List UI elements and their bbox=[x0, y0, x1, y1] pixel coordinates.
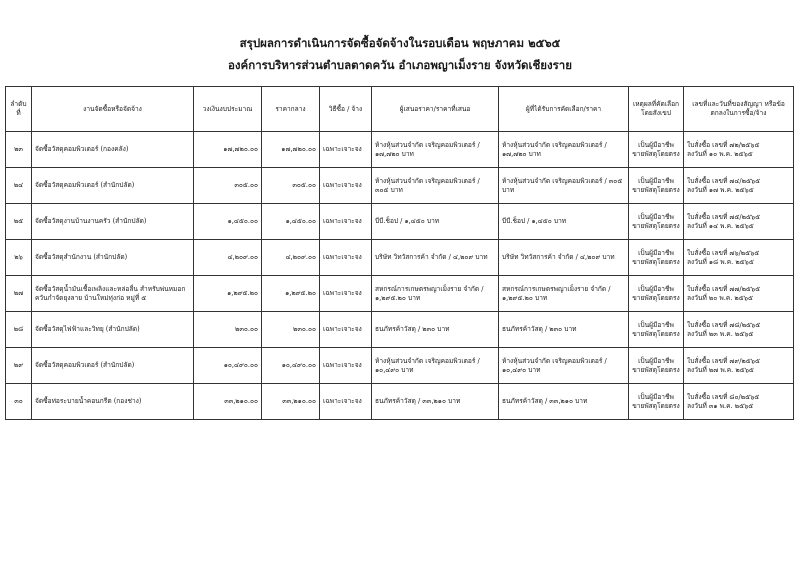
row-no: ๒๓ bbox=[6, 132, 32, 168]
row-method: เฉพาะเจาะจง bbox=[320, 168, 372, 204]
row-method: เฉพาะเจาะจง bbox=[320, 312, 372, 348]
row-contract bbox=[684, 384, 794, 420]
header-no: ลำดับที่ bbox=[6, 87, 32, 132]
row-bidder: ห้างหุ้นส่วนจำกัด เจริญคอมพิวเตอร์ / ๑๐,๔๙๐ บาท bbox=[372, 348, 499, 384]
row-mid-price: ๔,๒๐๙.๐๐ bbox=[262, 240, 320, 276]
row-no: ๒๗ bbox=[6, 276, 32, 312]
row-mid-price: ๓๓,๒๑๐.๐๐ bbox=[262, 384, 320, 420]
row-reason-line1: เป็นผู้มีอาชีพ bbox=[638, 248, 674, 257]
row-contract bbox=[684, 312, 794, 348]
row-contract-date: ลงวันที่ ๓๑ พ.ค. ๒๕๖๕ bbox=[687, 401, 754, 410]
row-reason-line2: ขายพัสดุโดยตรง bbox=[632, 257, 680, 266]
row-reason-line2: ขายพัสดุโดยตรง bbox=[632, 329, 680, 338]
row-contract-number: ใบสั่งซื้อ เลขที่ ๗๔/๒๕๖๕ bbox=[687, 176, 761, 185]
row-reason bbox=[629, 168, 684, 204]
table-row bbox=[6, 384, 794, 420]
row-reason-line1: เป็นผู้มีอาชีพ bbox=[638, 392, 674, 401]
row-contract-date: ลงวันที่ ๑๗ พ.ค. ๒๕๖๕ bbox=[687, 185, 754, 194]
row-reason-line2: ขายพัสดุโดยตรง bbox=[632, 401, 680, 410]
row-contract-number: ใบสั่งซื้อ เลขที่ ๗๗/๒๕๖๕ bbox=[687, 284, 761, 293]
row-no: ๒๔ bbox=[6, 168, 32, 204]
header-bidder: ผู้เสนอราคา/ราคาที่เสนอ bbox=[372, 87, 499, 132]
row-contract-date: ลงวันที่ ๒๐ พ.ค. ๒๕๖๕ bbox=[687, 293, 753, 302]
header-reason: เหตุผลที่คัดเลือก โดยสังเขป bbox=[629, 87, 684, 132]
row-reason-line2: ขายพัสดุโดยตรง bbox=[632, 185, 680, 194]
row-contract bbox=[684, 204, 794, 240]
row-bidder: ธนภัทรค้าวัสดุ / ๓๓,๒๑๐ บาท bbox=[372, 384, 499, 420]
row-budget: ๑๗,๗๒๐.๐๐ bbox=[194, 132, 262, 168]
row-contract-date: ลงวันที่ ๒๗ พ.ค. ๒๕๖๕ bbox=[687, 365, 754, 374]
row-contract-number: ใบสั่งซื้อ เลขที่ ๗๒/๒๕๖๕ bbox=[687, 140, 760, 149]
row-mid-price: ๑,๒๙๕.๒๐ bbox=[262, 276, 320, 312]
row-budget: ๒๓๐.๐๐ bbox=[194, 312, 262, 348]
row-reason bbox=[629, 204, 684, 240]
row-no: ๓๐ bbox=[6, 384, 32, 420]
row-item: จัดซื้อวัสดุไฟฟ้าและวิทยุ (สำนักปลัด) bbox=[32, 312, 194, 348]
row-bidder: ห้างหุ้นส่วนจำกัด เจริญคอมพิวเตอร์ / ๓๐๕ บาท bbox=[372, 168, 499, 204]
row-budget: ๓๓,๒๑๐.๐๐ bbox=[194, 384, 262, 420]
row-bidder: บริษัท วิทวัสการค้า จำกัด / ๔,๒๐๙ บาท bbox=[372, 240, 499, 276]
table-row bbox=[6, 312, 794, 348]
row-bidder: ธนภัทรค้าวัสดุ / ๒๓๐ บาท bbox=[372, 312, 499, 348]
table-row bbox=[6, 132, 794, 168]
row-contract-date: ลงวันที่ ๑๔ พ.ค. ๒๕๖๕ bbox=[687, 221, 754, 230]
row-mid-price: ๑๗,๗๒๐.๐๐ bbox=[262, 132, 320, 168]
row-contract bbox=[684, 132, 794, 168]
row-contract bbox=[684, 348, 794, 384]
row-contract-number: ใบสั่งซื้อ เลขที่ ๗๖/๒๕๖๕ bbox=[687, 248, 760, 257]
row-item: จัดซื้อวัสดุคอมพิวเตอร์ (สำนักปลัด) bbox=[32, 168, 194, 204]
row-reason-line1: เป็นผู้มีอาชีพ bbox=[638, 140, 674, 149]
table-row bbox=[6, 276, 794, 312]
row-winner: บริษัท วิทวัสการค้า จำกัด / ๔,๒๐๙ บาท bbox=[499, 240, 629, 276]
row-winner: ธนภัทรค้าวัสดุ / ๓๓,๒๑๐ บาท bbox=[499, 384, 629, 420]
document-title: สรุปผลการดำเนินการจัดซื้อจัดจ้างในรอบเดือน พฤษภาคม ๒๕๖๕ bbox=[239, 36, 561, 50]
row-contract-number: ใบสั่งซื้อ เลขที่ ๘๐/๒๕๖๕ bbox=[687, 392, 760, 401]
row-no: ๒๙ bbox=[6, 348, 32, 384]
row-contract bbox=[684, 168, 794, 204]
row-contract-number: ใบสั่งซื้อ เลขที่ ๗๕/๒๕๖๕ bbox=[687, 212, 761, 221]
table-row bbox=[6, 204, 794, 240]
row-contract-date: ลงวันที่ ๑๘ พ.ค. ๒๕๖๕ bbox=[687, 257, 754, 266]
row-budget: ๓๐๕.๐๐ bbox=[194, 168, 262, 204]
row-reason-line2: ขายพัสดุโดยตรง bbox=[632, 221, 680, 230]
row-reason bbox=[629, 384, 684, 420]
header-winner: ผู้ที่ได้รับการคัดเลือก/ราคา bbox=[499, 87, 629, 132]
row-method: เฉพาะเจาะจง bbox=[320, 132, 372, 168]
row-method: เฉพาะเจาะจง bbox=[320, 240, 372, 276]
row-budget: ๑,๒๙๕.๒๐ bbox=[194, 276, 262, 312]
row-budget: ๑,๔๕๐.๐๐ bbox=[194, 204, 262, 240]
row-reason-line1: เป็นผู้มีอาชีพ bbox=[638, 212, 674, 221]
row-winner: ห้างหุ้นส่วนจำกัด เจริญคอมพิวเตอร์ / ๓๐๕ บาท bbox=[499, 168, 629, 204]
row-contract-date: ลงวันที่ ๑๐ พ.ค. ๒๕๖๕ bbox=[687, 149, 753, 158]
row-reason-line2: ขายพัสดุโดยตรง bbox=[632, 293, 680, 302]
row-item: จัดซื้อวัสดุสำนักงาน (สำนักปลัด) bbox=[32, 240, 194, 276]
row-budget: ๑๐,๔๙๐.๐๐ bbox=[194, 348, 262, 384]
row-contract-number: ใบสั่งซื้อ เลขที่ ๗๘/๒๕๖๕ bbox=[687, 320, 761, 329]
row-winner: ห้างหุ้นส่วนจำกัด เจริญคอมพิวเตอร์ / ๑๐,๔๙๐ บาท bbox=[499, 348, 629, 384]
row-winner: สหกรณ์การเกษตรพญาเม็งราย จำกัด / ๑,๒๙๕.๒๐ บาท bbox=[499, 276, 629, 312]
row-mid-price: ๑๐,๔๙๐.๐๐ bbox=[262, 348, 320, 384]
row-item: จัดซื้อวัสดุคอมพิวเตอร์ (สำนักปลัด) bbox=[32, 348, 194, 384]
row-no: ๒๘ bbox=[6, 312, 32, 348]
table-row bbox=[6, 240, 794, 276]
row-item: จัดซื้อท่อระบายน้ำคอนกรีต (กองช่าง) bbox=[32, 384, 194, 420]
row-contract-number: ใบสั่งซื้อ เลขที่ ๗๙/๒๕๖๕ bbox=[687, 356, 760, 365]
row-reason-line1: เป็นผู้มีอาชีพ bbox=[638, 284, 674, 293]
row-reason-line2: ขายพัสดุโดยตรง bbox=[632, 149, 680, 158]
document-subtitle: องค์การบริหารส่วนตำบลตาดควัน อำเภอพญาเม็งราย จังหวัดเชียงราย bbox=[228, 58, 572, 72]
row-item: จัดซื้อวัสดุงานบ้านงานครัว (สำนักปลัด) bbox=[32, 204, 194, 240]
row-mid-price: ๑,๔๕๐.๐๐ bbox=[262, 204, 320, 240]
table-row bbox=[6, 168, 794, 204]
table-row bbox=[6, 348, 794, 384]
row-bidder: สหกรณ์การเกษตรพญาเม็งราย จำกัด / ๑,๒๙๕.๒๐ บาท bbox=[372, 276, 499, 312]
row-method: เฉพาะเจาะจง bbox=[320, 276, 372, 312]
row-reason-line1: เป็นผู้มีอาชีพ bbox=[638, 320, 674, 329]
row-no: ๒๖ bbox=[6, 240, 32, 276]
procurement-table bbox=[5, 86, 794, 420]
header-budget: วงเงินงบประมาณ bbox=[194, 87, 262, 132]
row-reason-line2: ขายพัสดุโดยตรง bbox=[632, 365, 680, 374]
row-winner: ธนภัทรค้าวัสดุ / ๒๓๐ บาท bbox=[499, 312, 629, 348]
row-item: จัดซื้อวัสดุน้ำมันเชื้อเพลิงและหล่อลื่น สำหรับพ่นหมอกควันกำจัดยุงลาย บ้านใหม่ทุ่งก่อ หมู่ที่ ๕ bbox=[32, 276, 194, 312]
row-reason bbox=[629, 312, 684, 348]
row-reason bbox=[629, 240, 684, 276]
header-method: วิธีซื้อ / จ้าง bbox=[320, 87, 372, 132]
row-method: เฉพาะเจาะจง bbox=[320, 384, 372, 420]
row-reason bbox=[629, 132, 684, 168]
row-reason bbox=[629, 276, 684, 312]
row-mid-price: ๓๐๕.๐๐ bbox=[262, 168, 320, 204]
row-budget: ๔,๒๐๙.๐๐ bbox=[194, 240, 262, 276]
row-bidder: ห้างหุ้นส่วนจำกัด เจริญคอมพิวเตอร์ / ๑๗,๗๒๐ บาท bbox=[372, 132, 499, 168]
row-winner: บีบี.ช็อป / ๑,๔๕๐ บาท bbox=[499, 204, 629, 240]
row-contract bbox=[684, 276, 794, 312]
header-item: งานจัดซื้อหรือจัดจ้าง bbox=[32, 87, 194, 132]
row-contract bbox=[684, 240, 794, 276]
table-header-row bbox=[6, 87, 794, 132]
row-contract-date: ลงวันที่ ๒๓ พ.ค. ๒๕๖๕ bbox=[687, 329, 754, 338]
header-contract: เลขที่และวันที่ของสัญญา หรือข้อตกลงในการซื้อ/จ้าง bbox=[684, 87, 794, 132]
row-item: จัดซื้อวัสดุคอมพิวเตอร์ (กองคลัง) bbox=[32, 132, 194, 168]
row-reason-line1: เป็นผู้มีอาชีพ bbox=[638, 356, 674, 365]
row-winner: ห้างหุ้นส่วนจำกัด เจริญคอมพิวเตอร์ / ๑๗,๗๒๐ บาท bbox=[499, 132, 629, 168]
row-method: เฉพาะเจาะจง bbox=[320, 348, 372, 384]
row-no: ๒๕ bbox=[6, 204, 32, 240]
row-method: เฉพาะเจาะจง bbox=[320, 204, 372, 240]
row-mid-price: ๒๓๐.๐๐ bbox=[262, 312, 320, 348]
row-reason-line1: เป็นผู้มีอาชีพ bbox=[638, 176, 674, 185]
row-bidder: บีบี.ช็อป / ๑,๔๕๐ บาท bbox=[372, 204, 499, 240]
row-reason bbox=[629, 348, 684, 384]
header-mid-price: ราคากลาง bbox=[262, 87, 320, 132]
